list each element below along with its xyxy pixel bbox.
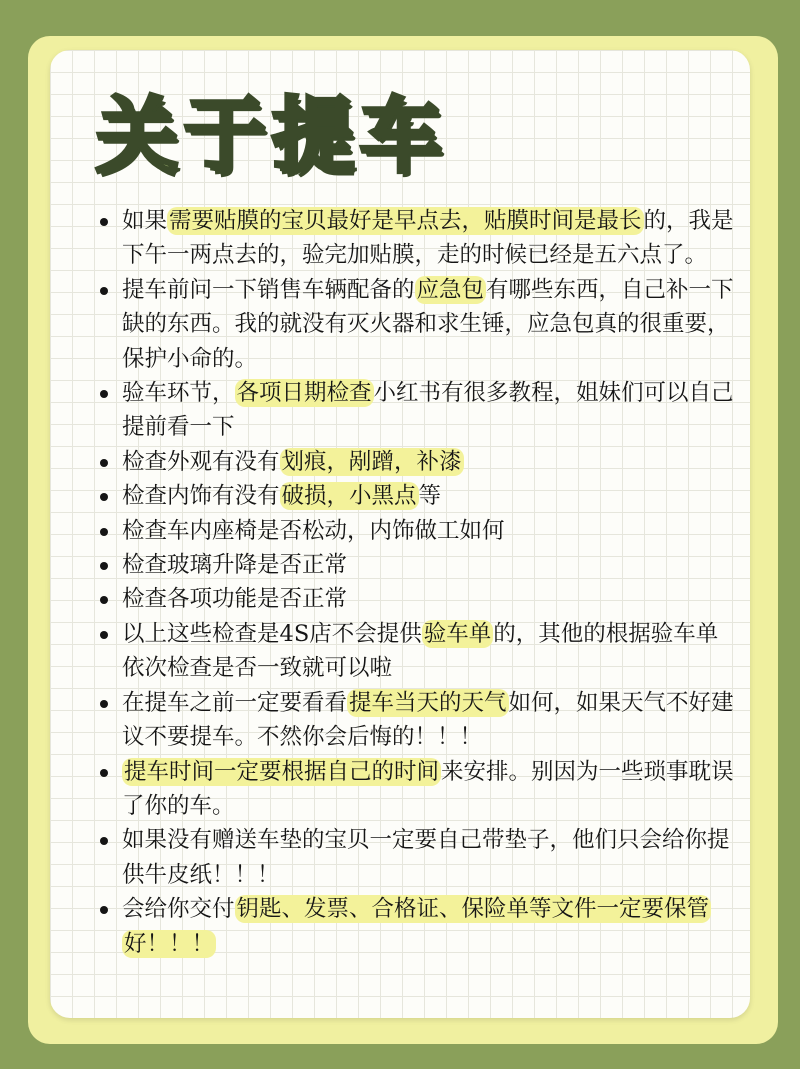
bullet-dot [100, 631, 108, 639]
bullet-dot [100, 287, 108, 295]
item-text: 的，我是下午一两点去的，验完加贴膜，走的时候已经是五六点了。 [122, 208, 734, 269]
item-text: 检查玻璃升降是否正常 [122, 552, 348, 579]
bullet-dot [100, 700, 108, 708]
bullet-dot [100, 493, 108, 501]
item-text: 检查内饰有没有 [122, 483, 280, 510]
highlighted-text: 破损，小黑点 [281, 483, 417, 510]
highlighted-text: 提车时间一定要根据自己的时间 [124, 758, 440, 785]
list-item [96, 376, 736, 445]
bullet-dot [100, 837, 108, 845]
item-text: 有哪些东西，自己补一下缺的东西。我的就没有灭火器和求生锤，应急包真的很重要，保护小命的。 [122, 276, 734, 372]
item-text: 如果 [122, 208, 168, 234]
item-text: 等 [418, 483, 442, 510]
list-item [96, 514, 736, 548]
bullet-dot [100, 906, 108, 914]
bullet-dot [100, 769, 108, 777]
bullet-dot [100, 596, 108, 604]
highlighted-text: 划痕，剐蹭，补漆 [281, 448, 462, 475]
bullet-dot [100, 459, 108, 467]
list-item [96, 273, 736, 376]
item-text: 检查各项功能是否正常 [122, 586, 348, 613]
item-text: 如果没有赠送车垫的宝贝一定要自己带垫子，他们只会给你提供牛皮纸！！！ [122, 827, 730, 888]
item-text: 提车前问一下销售车辆配备的 [122, 276, 415, 303]
bullet-dot [100, 562, 108, 570]
item-text: 验车环节， [122, 380, 235, 407]
bullet-dot [100, 390, 108, 398]
list-item [96, 617, 736, 686]
highlighted-text: 各项日期检查 [236, 380, 372, 407]
page-title: 关于提车 [96, 89, 449, 184]
highlighted-text: 需要贴膜的宝贝最好是早点去，贴膜时间是最长 [169, 208, 642, 234]
list-item [96, 892, 736, 961]
highlighted-text: 钥匙、发票、合格证、保险单等文件一定要保管好！！！ [124, 896, 710, 957]
list-item [96, 755, 736, 824]
item-text: 来安排。别因为一些琐事耽误了你的车。 [122, 758, 734, 819]
bullet-dot [100, 218, 108, 226]
item-text: 在提车之前一定要看看 [122, 689, 348, 716]
item-text: 如何，如果天气不好建议不要提车。不然你会后悔的！！！ [122, 689, 734, 751]
item-text: 会给你交付 [122, 896, 235, 923]
list-item [96, 445, 736, 479]
list-item [96, 582, 736, 616]
highlighted-text: 提车当天的天气 [349, 689, 507, 716]
highlighted-text: 应急包 [416, 276, 485, 303]
list-item [96, 823, 736, 892]
item-text: 检查外观有没有 [122, 448, 280, 475]
tips-list [96, 204, 736, 961]
highlighted-text: 验车单 [423, 620, 492, 647]
item-text: 检查车内座椅是否松动，内饰做工如何 [122, 517, 505, 544]
item-text: 的，其他的根据验车单依次检查是否一致就可以啦 [122, 620, 719, 682]
list-item [96, 479, 736, 513]
item-text: 以上这些检查是4S店不会提供 [122, 620, 422, 647]
list-item [96, 204, 736, 273]
list-item [96, 548, 736, 582]
item-text: 小红书有很多教程，姐妹们可以自己提前看一下 [122, 380, 734, 441]
bullet-dot [100, 528, 108, 536]
list-item [96, 686, 736, 755]
